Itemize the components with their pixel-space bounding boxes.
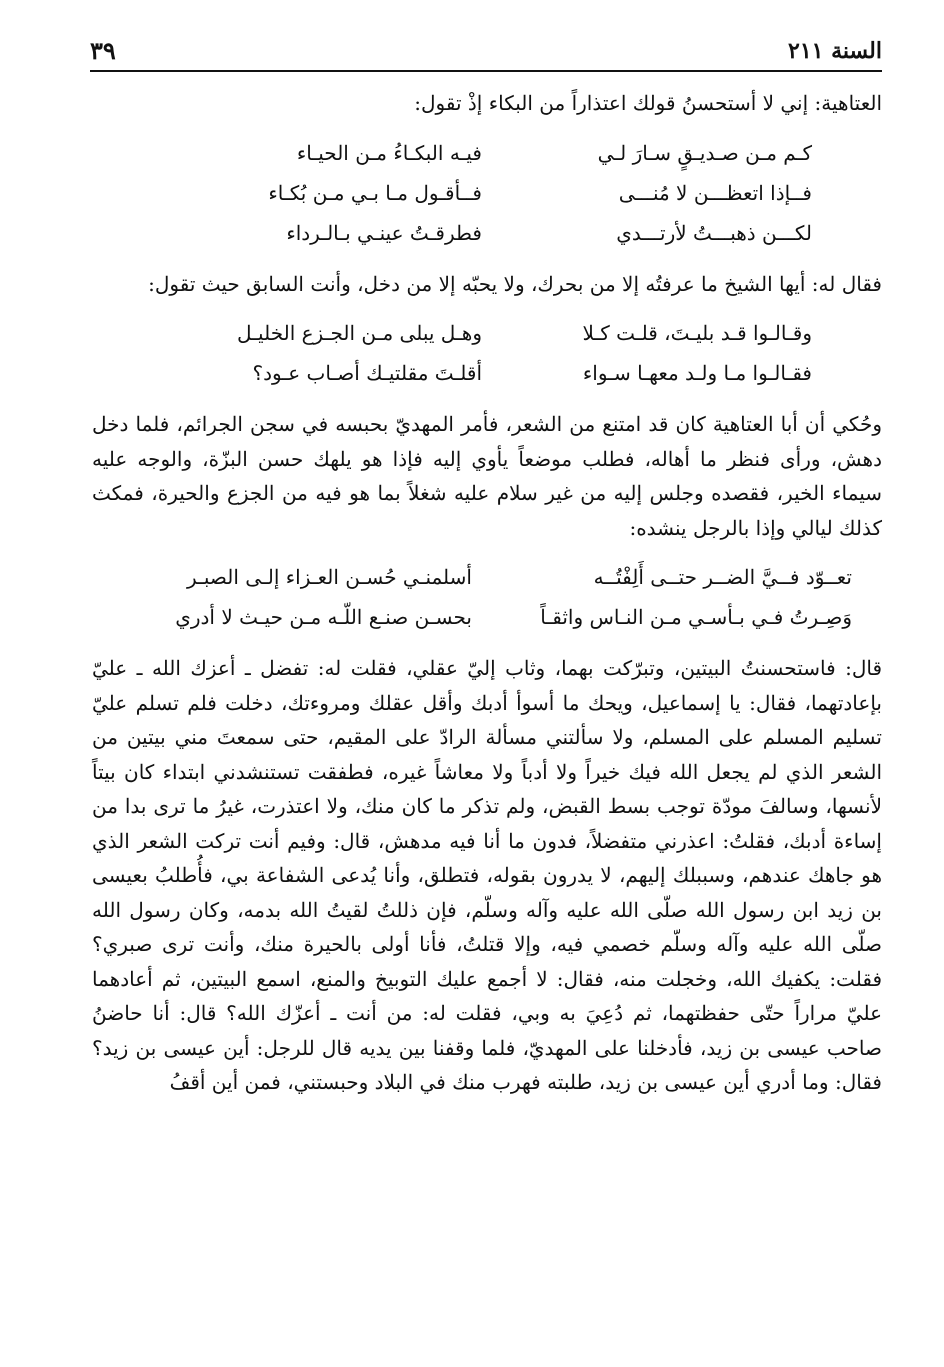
paragraph: قال: فاستحسنتُ البيتين، وتبرّكت بهما، وثاب إليّ عقلي، فقلت له: تفضل ـ أعزك الله ـ عليّ بإعادتهما، فقال: يا إسماعيل، ويحك ما أسوأ أدبك وأقل عقلك ومروءتك، دخلت فلم تسلم عليّ تسليم المسلم على المسلم، ولا سألتني مسألة الرادّ على المقيم، حتى سمعتَ مني بيتين من الشعر الذي لم يجعل الله فيك خيراً ولا أدباً ولا معاشاً غيره، فطفقت تستنشدني ابتداء كان بيتاً لأنسها، وسالفَ مودّة توجب بسط القبض، ولم تذكر ما كان منك، ولا اعتذرت، غيرُ ما ترى بدا من إساءة أدبك، فقلتُ: اعذرني متفضلاً، فدون ما أنا فيه مدهش، قال: وفيم أنت تركت الشعر الذي هو جاهك عندهم، وسببلك إليهم، لا يدرون بقوله، فتطلق، وأنا يُدعى الشفاعة بي، فأُطلبُ بعيسى بن زيد ابن رسول الله صلّى الله عليه وآله وسلّم، فإن ذللتُ لقيتُ الله بدمه، وكان رسول الله صلّى الله عليه وآله وسلّم خصمي فيه، وإلا قتلتُ، فأنا أولى بالحيرة منك، وأنت ترى صبري؟ فقلت: يكفيك الله، وخجلت منه، فقال: لا أجمع عليك التوبيخ والمنع، اسمع البيتين، ثم أعادهما عليّ مراراً حتّى حفظتهما، ثم دُعِيَ به وبي، فقلت له: من أنت ـ أعزّك الله؟ قال: أنا حاضنُ صاحب عيسى بن زيد، فأدخلنا على المهديّ، فلما وقفنا بين يديه قال للرجل: أين عيسى بن زيد؟ فقال: وما أدري أين عيسى بن زيد، طلبته فهرب منك في البلاد وحبستني، فمن أين أقفُ — [92, 656, 882, 1094]
poem — [92, 133, 882, 253]
paragraph: وحُكي أن أبا العتاهية كان قد امتنع من الشعر، فأمر المهديّ بحبسه في سجن الجرائم، فلما دخل دهش، ورأى فنظر ما أهاله، فطلب موضعاً يأوي إليه فإذا هو يلهك حسن البزّة، والوجه عليه سيماء الخير، فقصده وجلس إليه من غير سلام عليه شغلاً بما هو فيه من الجزع والحيرة، فمكث كذلك ليالي وإذا بالرجل ينشده: — [92, 412, 882, 540]
verse-second-hemistich: فيـه البكـاءُ مـن الحيـاء — [296, 140, 482, 165]
verse-first-hemistich: وَصِـرتُ فـي بـأسـي مـن النـاس واثقـاً — [540, 605, 852, 629]
verse — [92, 173, 882, 213]
verse-first-hemistich: فقـالـوا مـا ولـد معهـا سـواء — [582, 361, 812, 385]
poem — [92, 557, 882, 637]
verse — [92, 213, 882, 253]
verse — [92, 557, 882, 597]
paragraph: فقال له: أيها الشيخ ما عرفتُه إلا من بحرك، ولا يحبّه إلا من دخل، وأنت السابق حيث تقول: — [148, 271, 882, 296]
poem — [92, 313, 882, 393]
verse-first-hemistich: فــإذا اتعظـــن لا مُنـــى — [618, 180, 812, 205]
verse-first-hemistich: تعــوّد فــيَّ الضــر حتــى أَلِفْتُــه — [593, 565, 852, 589]
header-title: السنة ٢١١ — [788, 38, 882, 64]
verse-first-hemistich: لكـــن ذهبـــتُ لأرتـــدي — [616, 220, 812, 245]
page-header — [90, 30, 882, 72]
verse-second-hemistich: بحسـن صنـع اللّـه مـن حيـث لا أدري — [175, 605, 472, 629]
verse-second-hemistich: أقلـتَ مقلتيـك أصـاب عـود؟ — [252, 361, 482, 385]
verse-second-hemistich: وهـل يبلى مـن الجـزع الخليـل — [237, 321, 482, 345]
paragraph: العتاهية: إني لا أستحسنُ قولك اعتذاراً من البكاء إذْ تقول: — [414, 91, 882, 115]
verse-second-hemistich: أسلمنـي حُسـن العـزاء إلـى الصبـر — [186, 565, 472, 589]
verse-second-hemistich: فــأقـول مـا بـي مـن بُكـاء — [268, 180, 482, 205]
verse — [92, 313, 882, 353]
verse-first-hemistich: وقـالـوا قـد بليـتَ، قلـت كـلا — [582, 321, 812, 345]
page-number: ٣٩ — [90, 36, 116, 65]
page-body — [92, 86, 882, 1112]
verse — [92, 133, 882, 173]
verse-second-hemistich: فطرقـتُ عينـي بـالـرداء — [286, 220, 482, 245]
verse — [92, 597, 882, 637]
verse — [92, 353, 882, 393]
verse-first-hemistich: كـم مـن صـديـقٍ سـارَ لـي — [597, 140, 812, 165]
